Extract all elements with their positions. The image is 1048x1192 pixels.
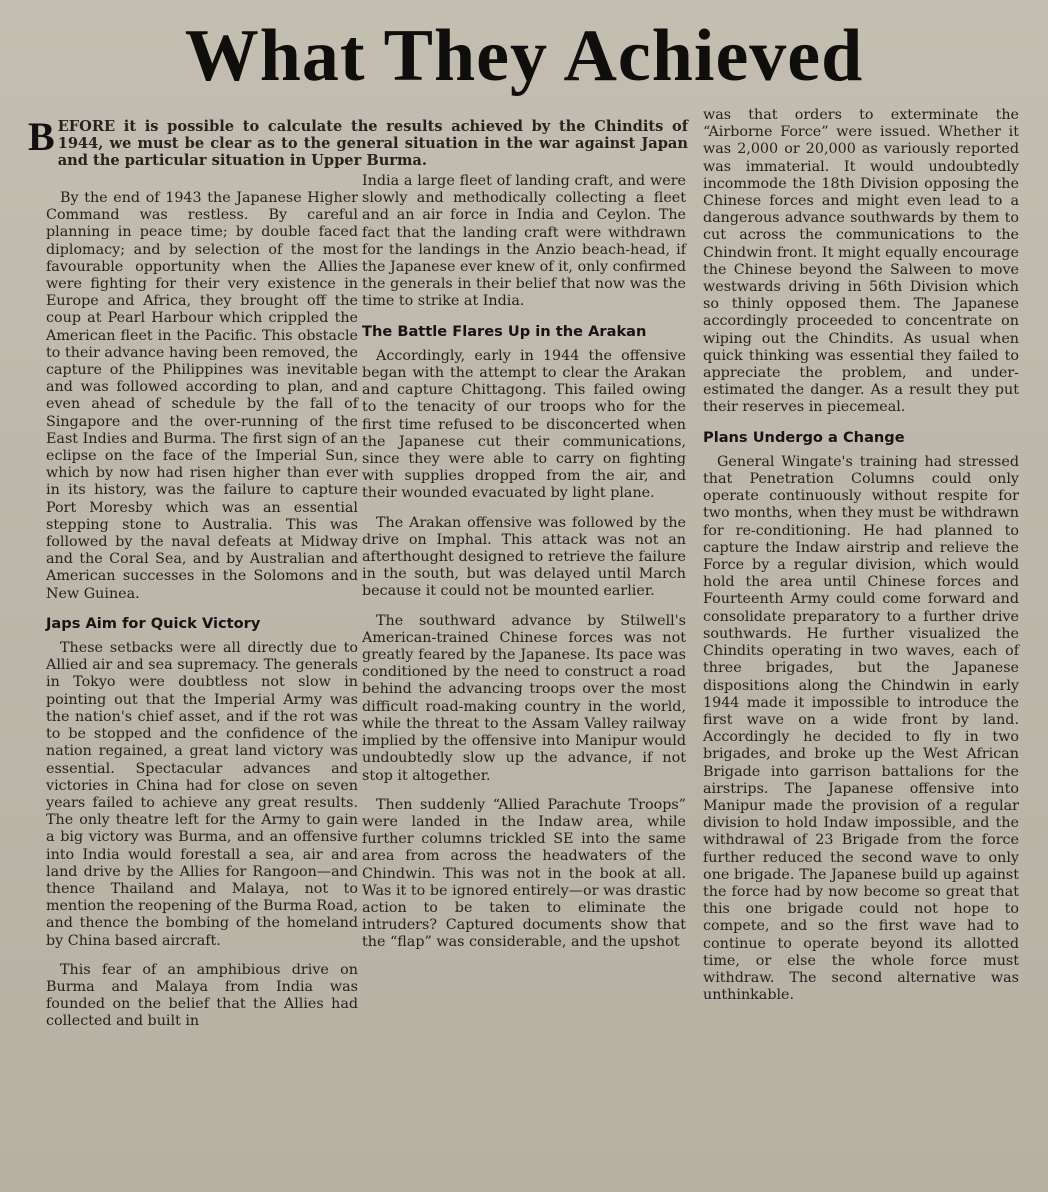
intro-text: EFORE it is possible to calculate the results achieved by the Chindits of 1944, we must be clear as to the general situation in the war against Japan and the particular situation in Upper Burma. xyxy=(57,118,688,170)
col1-paragraph: These setbacks were all directly due to Allied air and sea supremacy. The generals in Tokyo were doubtless not slow in pointing out that the Imperial Army was the nation's chief asset, and if the rot was to be stopped and the confidence of the nation regained, a great land victory was essential. Spectacular advances and victories in China had for close on seven years failed to achieve any great results. The only theatre left for the Army to gain a big victory was Burma, and an offensive into India would forestall a sea, air and land drive by the Allies for Rangoon—and thence Thailand and Malaya, not to mention the reopening of the Burma Road, and thence the bombing of the homeland by China based aircraft. xyxy=(46,640,358,949)
section-heading-japs-aim: Japs Aim for Quick Victory xyxy=(46,614,261,632)
column-3 xyxy=(703,107,1019,1004)
col1-paragraph: By the end of 1943 the Japanese Higher Command was restless. By careful planning in peace time; by double faced diplomacy; and by selection of the most favourable opportunity when the Allies were fighting for their very existence in Europe and Africa, they brought off the coup at Pearl Harbour which crippled the American fleet in the Pacific. This obstacle to their advance having been removed, the capture of the Philippines was inevitable and was followed according to plan, and even ahead of schedule by the fall of Singapore and the over-running of the East Indies and Burma. The first sign of an eclipse on the face of the Imperial Sun, which by now had risen higher than ever in its history, was the failure to capture Port Moresby which was an essential stepping stone to Australia. This was followed by the naval defeats at Midway and the Coral Sea, and by Australian and American successes in the Solomons and New Guinea. xyxy=(46,190,358,602)
col3-paragraph: was that orders to exterminate the “Airborne Force” were issued. Whether it was 2,000 or 20,000 as variously reported was immaterial. It would undoubtedly incommode the 18th Division opposing the Chinese forces and might even lead to a dangerous advance southwards by them to cut across the communications to the Chindwin front. It might equally encourage the Chinese beyond the Salween to move westwards driving in 56th Division which so thinly opposed them. The Japanese accordingly proceeded to concentrate on wiping out the Chindits. As usual when quick thinking was essential they failed to appreciate the problem, and under-estimated the danger. As a result they put their reserves in piecemeal. xyxy=(703,107,1019,416)
col3-paragraph: General Wingate's training had stressed that Penetration Columns could only operate continuously without respite for two months, when they must be withdrawn for re-conditioning. He had planned to capture the Indaw airstrip and relieve the Force by a regular division, which would hold the area until Chinese forces and Fourteenth Army could come forward and consolidate preparatory to a further drive southwards. He further visualized the Chindits operating in two waves, each of three brigades, but the Japanese dispositions along the Chindwin in early 1944 made it impossible to introduce the first wave on a wide front by land. Accordingly he decided to fly in two brigades, and broke up the West African Brigade into garrison battalions for the airstrips. The Japanese offensive into Manipur made the provision of a regular division to hold Indaw impossible, and the withdrawal of 23 Brigade from the force further reduced the second wave to only one brigade. The Japanese build up against the force had by now become so great that this one brigade could not hope to compete, and so the first wave had to continue to operate beyond its allotted time, or else the whole force must withdraw. The second alternative was unthinkable. xyxy=(703,453,1019,1004)
column-2 xyxy=(362,173,686,952)
col2-paragraph: Then suddenly “Allied Parachute Troops” were landed in the Indaw area, while further columns trickled SE into the same area from across the headwaters of the Chindwin. This was not in the book at all. Was it to be ignored entirely—or was drastic action to be taken to eliminate the intruders? Captured documents show that the “flap” was considerable, and the upshot xyxy=(362,796,686,951)
intro-dropcap: B xyxy=(28,114,55,159)
col2-paragraph: The Arakan offensive was followed by the drive on Imphal. This attack was not an afterthought designed to retrieve the failure in the south, but was delayed until March because it could not be mounted earlier. xyxy=(362,514,686,600)
col1-paragraph: This fear of an amphibious drive on Burma and Malaya from India was founded on the belief that the Allies had collected and built in xyxy=(46,961,358,1030)
section-heading-arakan: The Battle Flares Up in the Arakan xyxy=(362,322,647,340)
col2-paragraph: Accordingly, early in 1944 the offensive began with the attempt to clear the Arakan and capture Chittagong. This failed owing to the tenacity of our troops who for the first time refused to be disconcerted when the Japanese cut their communications, since they were able to carry on fighting with supplies dropped from the air, and their wounded evacuated by light plane. xyxy=(362,347,686,502)
article-title: What They Achieved xyxy=(184,15,864,97)
column-1 xyxy=(46,190,358,1031)
article-intro xyxy=(28,114,688,170)
section-heading-plans-change: Plans Undergo a Change xyxy=(703,428,905,446)
col2-paragraph: The southward advance by Stilwell's American-trained Chinese forces was not greatly feared by the Japanese. Its pace was conditioned by the need to construct a road behind the advancing troops over the most difficult road-making country in the world, while the threat to the Assam Valley railway implied by the offensive into Manipur would undoubtedly slow up the advance, if not stop it altogether. xyxy=(362,612,686,784)
col2-paragraph: India a large fleet of landing craft, and were slowly and methodically collecting a fleet and an air force in India and Ceylon. The fact that the landing craft were withdrawn for the landings in the Anzio beach-head, if the Japanese ever knew of it, only confirmed the generals in their belief that now was the time to strike at India. xyxy=(362,173,686,310)
